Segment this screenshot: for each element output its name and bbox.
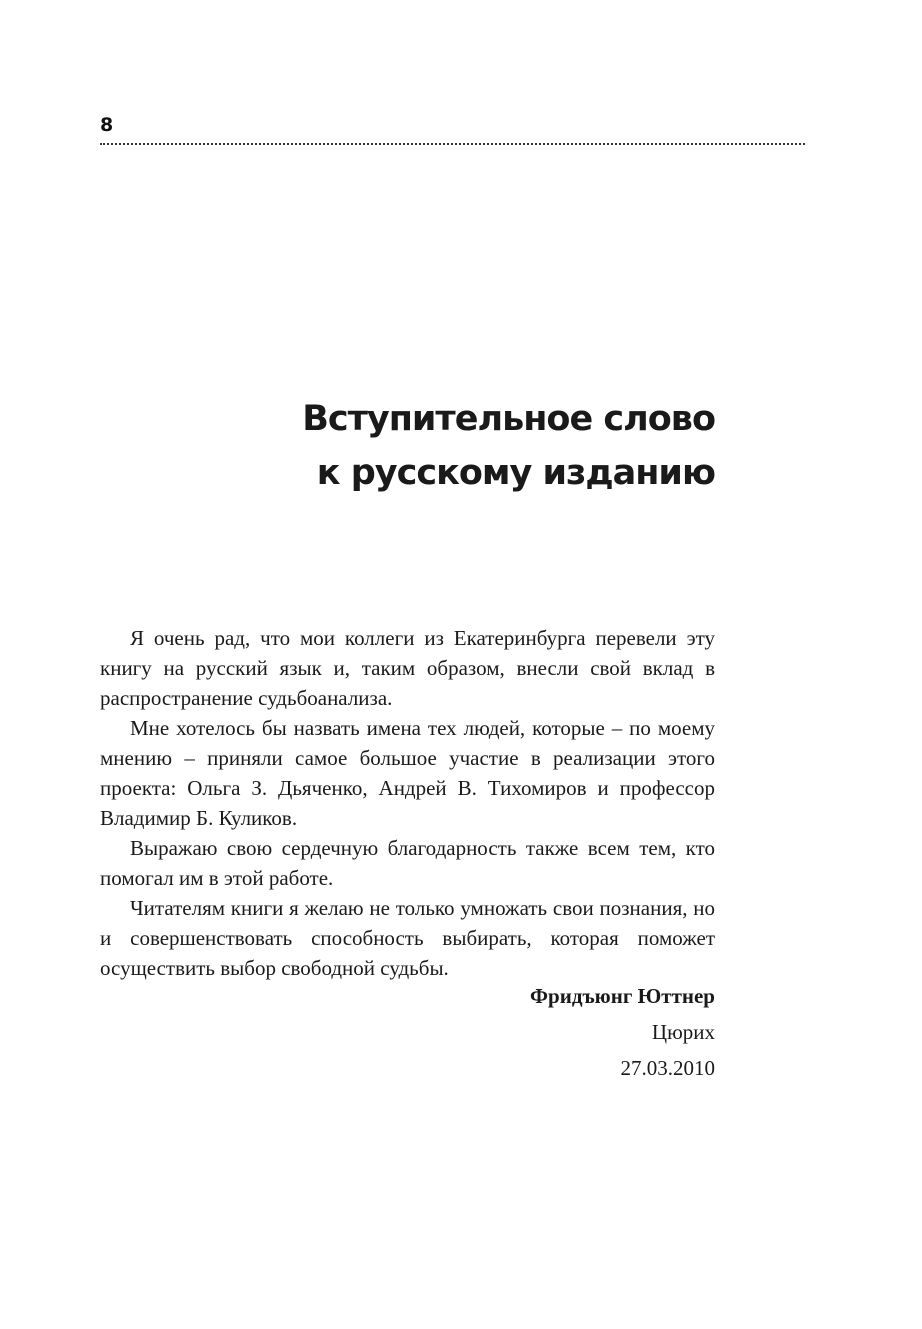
paragraph: Я очень рад, что мои коллеги из Екатеринбурга перевели эту книгу на русский язык и, таким образом, внесли свой вклад в распространение судьбоанализа. (100, 626, 715, 710)
signature-city: Цюрих (651, 1020, 715, 1044)
chapter-title-line-2: к русскому изданию (316, 453, 715, 493)
body-text (100, 623, 715, 983)
signature-block (100, 978, 715, 1086)
page-number: 8 (100, 114, 114, 136)
paragraph: Выражаю свою сердечную благодарность также всем тем, кто помогал им в этой работе. (100, 836, 715, 890)
paragraph: Читателям книги я желаю не только умножать свои познания, но и совершенствовать способность выбирать, которая поможет осуществить выбор свободной судьбы. (100, 896, 715, 980)
chapter-title (100, 392, 715, 500)
signature-author: Фридъюнг Юттнер (530, 984, 715, 1008)
chapter-title-line-1: Вступительное слово (302, 399, 715, 439)
header-dotted-rule (100, 143, 805, 145)
signature-date: 27.03.2010 (620, 1056, 715, 1080)
paragraph: Мне хотелось бы назвать имена тех людей, которые – по моему мнению – приняли самое большое участие в реализации этого проекта: Ольга З. Дьяченко, Андрей В. Тихомиров и профессор Владимир Б. Куликов. (100, 716, 715, 830)
